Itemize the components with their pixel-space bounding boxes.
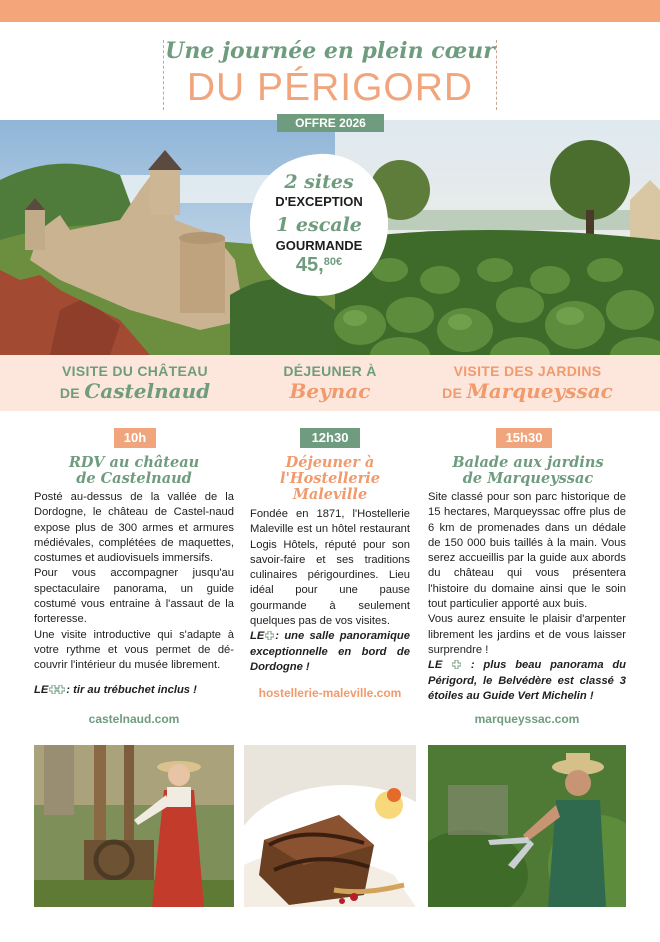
header-kicker: Une journée en plein cœur — [165, 38, 495, 64]
double-cross-icon — [49, 685, 65, 694]
badge-line-2: D'EXCEPTION — [275, 194, 363, 209]
text-castelnaud — [34, 490, 234, 698]
link-maleville[interactable]: hostellerie-maleville.com — [258, 686, 402, 700]
heading-maleville-line-1: Déjeuner à — [285, 454, 375, 471]
paragraph: Pour vous accompagner jusqu'au spectaculaire panorama, un guide costumé vous entraine à l'assaut de la forteresse. — [34, 567, 234, 626]
badge-price — [246, 254, 392, 277]
offer-tag: OFFRE 2026 — [277, 114, 384, 132]
le-text: : plus beau panorama du Périgord, le Belvédère est classé 3 étoiles au Guide Vert Michelin ! — [428, 659, 627, 702]
time-pill-15h30: 15h30 — [496, 428, 552, 448]
text-marqueyssac — [428, 490, 626, 704]
text-maleville — [250, 507, 410, 675]
paragraph: Posté au-dessus de la vallée de la Dordogne, le château de Castel-naud expose plus de 300 armes et armures médiévales, complétées de maquettes, costumes et audiovisuels immersifs. — [34, 491, 234, 565]
link-marqueyssac[interactable]: marqueyssac.com — [474, 712, 580, 726]
le-text: : une salle panoramique exceptionnelle en bord de Dordogne ! — [250, 630, 410, 673]
paragraph: Vous aurez ensuite le plaisir d'arpenter librement les jardins et de vous laisser surprendre ! — [428, 613, 626, 656]
le-prefix: LE — [250, 630, 265, 643]
heading-marqueyssac-line-2: de Marqueyssac — [462, 470, 594, 487]
cross-icon — [265, 631, 274, 640]
price-badge — [246, 150, 392, 300]
price-cents: 80€ — [323, 256, 343, 268]
subtitle-castelnaud-de: DE — [59, 385, 80, 401]
price-main: 45, — [295, 254, 324, 276]
subtitle-beynac — [250, 363, 410, 403]
heading-maleville-line-3: Maleville — [292, 486, 368, 503]
subtitle-marqueyssac-small: VISITE DES JARDINS — [453, 363, 602, 379]
subtitle-castelnaud-big: Castelnaud — [84, 379, 211, 403]
section-subtitles — [0, 355, 660, 411]
heading-castelnaud-line-2: de Castelnaud — [76, 470, 192, 487]
link-castelnaud[interactable]: castelnaud.com — [88, 712, 180, 726]
le-prefix: LE — [428, 659, 443, 672]
paragraph: Une visite introductive qui s'adapte à votre rythme et vous permet de dé-couvrir l'intérieur du musée librement. — [34, 628, 234, 672]
paragraph: Site classé pour son parc historique de 15 hectares, Marqueyssac offre plus de 6 km de promenades dans un dédale de 150 000 buis taillés à la main. Vous serez accueillis par la guide aux abords du château qui vous présentera l'histoire du domaine ainsi que le soin tout particulier apporté aux buis. — [428, 491, 626, 611]
badge-line-4: GOURMANDE — [275, 238, 363, 253]
le-marqueyssac — [428, 658, 626, 704]
photo-gardener — [428, 745, 626, 907]
subtitle-beynac-small: DÉJEUNER À — [283, 363, 377, 379]
subtitle-castelnaud-small: VISITE DU CHÂTEAU — [62, 363, 208, 379]
subtitle-marqueyssac — [420, 363, 635, 403]
time-pill-12h30: 12h30 — [300, 428, 360, 448]
subtitle-beynac-big: Beynac — [289, 379, 371, 403]
subtitle-marqueyssac-big: Marqueyssac — [466, 379, 613, 403]
le-text: : tir au trébuchet inclus ! — [66, 683, 197, 696]
photo-dessert — [244, 745, 416, 907]
page-header — [0, 22, 660, 120]
paragraph: Fondée en 1871, l'Hostellerie Maleville est un hôtel restaurant Logis Hôtels, réputé pour son savoir-faire et ses traditions culinaires périgourdines. Lieu idéal pour une pause gourmande à seulement quelques pas de vos visites. — [250, 508, 410, 628]
le-castelnaud — [34, 683, 234, 698]
time-pill-10h: 10h — [114, 428, 156, 448]
top-color-band — [0, 0, 660, 22]
heading-marqueyssac — [428, 455, 628, 487]
subtitle-marqueyssac-de: DE — [442, 385, 463, 401]
badge-line-1: 2 sites — [284, 171, 354, 193]
subtitle-castelnaud — [30, 363, 240, 403]
heading-marqueyssac-line-1: Balade aux jardins — [452, 454, 604, 471]
heading-castelnaud-line-1: RDV au château — [68, 454, 200, 471]
badge-line-3: 1 escale — [276, 214, 362, 236]
heading-maleville-line-2: l'Hostellerie — [279, 470, 381, 487]
photo-trebuchet-guide — [34, 745, 234, 907]
cross-icon — [452, 660, 461, 669]
heading-castelnaud — [34, 455, 234, 487]
le-prefix: LE — [34, 683, 49, 696]
heading-maleville — [250, 455, 410, 503]
page-title: DU PÉRIGORD — [186, 66, 474, 109]
le-maleville — [250, 629, 410, 675]
